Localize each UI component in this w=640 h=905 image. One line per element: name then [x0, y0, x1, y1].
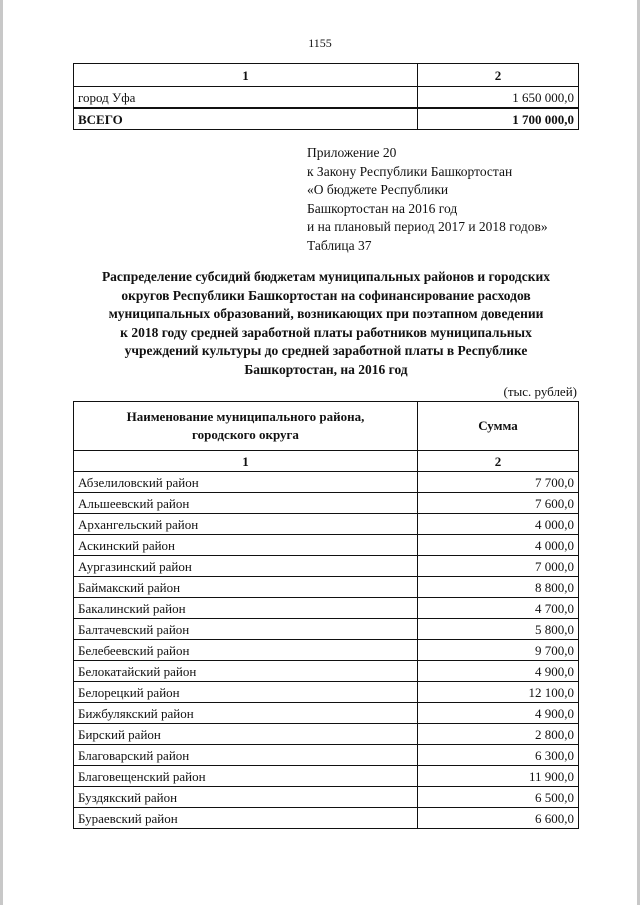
district-amount: 12 100,0 — [418, 682, 579, 703]
table-row — [74, 682, 579, 703]
table-row — [74, 577, 579, 598]
district-name: Баймакский район — [74, 577, 418, 598]
district-name: Бакалинский район — [74, 598, 418, 619]
header-name-line: Наименование муниципального района, — [126, 409, 365, 424]
page-number: 1155 — [308, 36, 332, 50]
title-line: к 2018 году средней заработной платы работников муниципальных — [120, 324, 532, 340]
title-line: муниципальных образований, возникающих при поэтапном доведении — [108, 306, 544, 321]
table-row — [74, 724, 579, 745]
column-numbers-row — [74, 451, 579, 472]
district-amount: 4 900,0 — [418, 703, 579, 724]
table-header-row — [74, 402, 579, 451]
district-name: Буздякский район — [74, 787, 418, 808]
table-body — [74, 472, 579, 829]
table-row — [74, 808, 579, 829]
district-name: Бураевский район — [74, 808, 418, 829]
table-row — [74, 493, 579, 514]
appendix-line: Башкортостан на 2016 год — [307, 200, 458, 216]
district-name: город Уфа — [74, 87, 418, 109]
district-amount: 4 000,0 — [418, 535, 579, 556]
column-number-1: 1 — [74, 64, 418, 87]
district-amount: 4 000,0 — [418, 514, 579, 535]
table-row — [74, 598, 579, 619]
district-name: Балтачевский район — [74, 619, 418, 640]
district-amount: 1 650 000,0 — [418, 87, 579, 109]
title-line: Башкортостан, на 2016 год — [244, 361, 408, 377]
table-row — [74, 745, 579, 766]
title-line: учреждений культуры до средней заработной платы в Республике — [124, 343, 528, 358]
unit-note: (тыс. рублей) — [503, 384, 577, 399]
district-amount: 4 900,0 — [418, 661, 579, 682]
continued-table — [73, 63, 579, 130]
total-row — [74, 108, 579, 130]
district-name: Благоварский район — [74, 745, 418, 766]
table-row — [74, 787, 579, 808]
appendix-line: «О бюджете Республики — [307, 182, 449, 197]
column-number-1: 1 — [74, 451, 418, 472]
header-name-line: городского округа — [192, 427, 299, 442]
subsidy-table — [73, 401, 579, 829]
column-number-2: 2 — [418, 451, 579, 472]
table-row — [74, 514, 579, 535]
title-line: Распределение субсидий бюджетам муниципальных районов и городских — [101, 269, 551, 284]
table-row — [74, 619, 579, 640]
district-name: Бижбулякский район — [74, 703, 418, 724]
title-line: округов Республики Башкортостан на софинансирование расходов — [121, 287, 531, 303]
column-number-2: 2 — [418, 64, 579, 87]
district-name: Бирский район — [74, 724, 418, 745]
appendix-line: к Закону Республики Башкортостан — [307, 163, 513, 179]
district-amount: 7 700,0 — [418, 472, 579, 493]
table-row — [74, 472, 579, 493]
district-amount: 6 500,0 — [418, 787, 579, 808]
table-row — [74, 535, 579, 556]
district-amount: 7 600,0 — [418, 493, 579, 514]
district-name: Благовещенский район — [74, 766, 418, 787]
header-amount: Сумма — [418, 402, 579, 451]
district-name: Альшеевский район — [74, 493, 418, 514]
table-row — [74, 640, 579, 661]
district-amount: 2 800,0 — [418, 724, 579, 745]
district-name: Архангельский район — [74, 514, 418, 535]
table-row — [74, 661, 579, 682]
district-amount: 11 900,0 — [418, 766, 579, 787]
appendix-block — [307, 144, 548, 255]
district-name: Белорецкий район — [74, 682, 418, 703]
document-title — [70, 268, 582, 379]
appendix-line: Таблица 37 — [307, 237, 372, 253]
district-amount: 8 800,0 — [418, 577, 579, 598]
header-name-cell — [74, 402, 418, 451]
table-row — [74, 703, 579, 724]
district-name: Аскинский район — [74, 535, 418, 556]
district-amount: 7 000,0 — [418, 556, 579, 577]
table-row — [74, 87, 579, 109]
district-name: Белебеевский район — [74, 640, 418, 661]
district-name: Абзелиловский район — [74, 472, 418, 493]
district-amount: 9 700,0 — [418, 640, 579, 661]
table-row — [74, 556, 579, 577]
scan-edge-left — [0, 0, 3, 905]
table-header-row — [74, 64, 579, 87]
district-amount: 4 700,0 — [418, 598, 579, 619]
appendix-line: Приложение 20 — [307, 145, 397, 160]
total-amount: 1 700 000,0 — [418, 108, 579, 130]
total-label: ВСЕГО — [74, 108, 418, 130]
district-name: Аургазинский район — [74, 556, 418, 577]
district-amount: 6 300,0 — [418, 745, 579, 766]
district-name: Белокатайский район — [74, 661, 418, 682]
district-amount: 6 600,0 — [418, 808, 579, 829]
table-row — [74, 766, 579, 787]
appendix-line: и на плановый период 2017 и 2018 годов» — [307, 219, 548, 234]
district-amount: 5 800,0 — [418, 619, 579, 640]
